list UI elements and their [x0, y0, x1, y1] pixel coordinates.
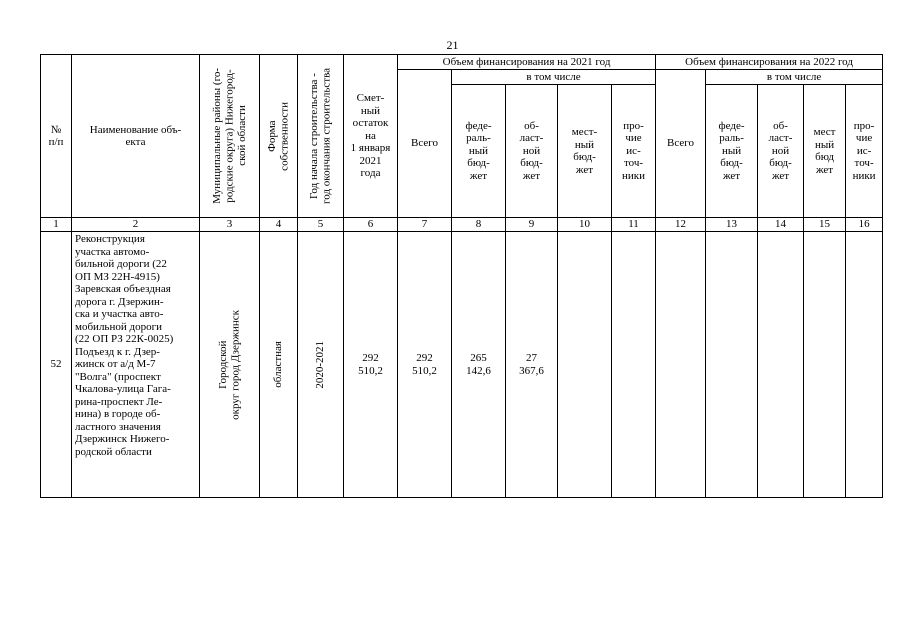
financing-table — [40, 54, 883, 498]
header-total-2021: Всего — [398, 70, 452, 218]
row-local-2021 — [558, 232, 612, 498]
col-number: 7 — [398, 218, 452, 232]
header-fin-2021: Объем финансирования на 2021 год — [398, 55, 656, 70]
row-number: 52 — [41, 232, 72, 498]
col-number: 13 — [706, 218, 758, 232]
col-number: 12 — [656, 218, 706, 232]
header-federal-2022: феде- раль- ный бюд- жет — [706, 85, 758, 218]
header-local-2022: мест ный бюд жет — [804, 85, 846, 218]
header-regional-2021: об- ласт- ной бюд- жет — [506, 85, 558, 218]
col-number: 16 — [846, 218, 883, 232]
row-local-2022 — [804, 232, 846, 498]
header-municipal — [200, 55, 260, 218]
header-incl-2022: в том числе — [706, 70, 883, 85]
row-federal-2021: 265 142,6 — [452, 232, 506, 498]
header-local-2021: мест- ный бюд- жет — [558, 85, 612, 218]
header-municipal-text: Муниципальные районы (го- родские округа) Нижегород- ской области — [210, 68, 248, 204]
header-ownership — [260, 55, 298, 218]
row-total-2022 — [656, 232, 706, 498]
col-number: 8 — [452, 218, 506, 232]
col-number: 1 — [41, 218, 72, 232]
page-number: 21 — [446, 38, 459, 52]
header-no: № п/п — [41, 55, 72, 218]
col-number: 4 — [260, 218, 298, 232]
col-number: 5 — [298, 218, 344, 232]
row-regional-2022 — [758, 232, 804, 498]
row-years — [298, 232, 344, 498]
col-number: 9 — [506, 218, 558, 232]
column-numbers-row — [41, 218, 883, 232]
header-other-2021: про- чие ис- точ- ники — [612, 85, 656, 218]
header-years-text: Год начала строительства - год окончания строительства — [308, 68, 333, 204]
header-name: Наименование объ- екта — [72, 55, 200, 218]
row-years-text: 2020-2021 — [314, 340, 327, 389]
row-municipal — [200, 232, 260, 498]
header-incl-2021: в том числе — [452, 70, 656, 85]
row-other-2021 — [612, 232, 656, 498]
col-number: 10 — [558, 218, 612, 232]
table-row — [41, 232, 883, 498]
row-total-2021: 292 510,2 — [398, 232, 452, 498]
row-ownership-text: областная — [272, 341, 285, 388]
row-regional-2021: 27 367,6 — [506, 232, 558, 498]
row-municipal-text: Городской округ город Дзержинск — [217, 309, 242, 420]
row-object-name: Реконструкция участка автомо- бильной дороги (22 ОП МЗ 22Н-4915) Заревская объездная дорога г. Дзержин- ска и участка авто- мобильной дороги (22 ОП РЗ 22К-0025) Подъезд к г. Дзер- жинск от а/д М-7 "Волга" (проспект Чкалова-улица Гага- рина-проспект Ле- нина) в городе об- ластного значения Дзержинск Нижего- родской области — [72, 232, 200, 498]
row-balance: 292 510,2 — [344, 232, 398, 498]
row-ownership — [260, 232, 298, 498]
header-balance: Смет- ный остаток на 1 января 2021 года — [344, 55, 398, 218]
header-years — [298, 55, 344, 218]
col-number: 6 — [344, 218, 398, 232]
header-fin-2022: Объем финансирования на 2022 год — [656, 55, 883, 70]
row-other-2022 — [846, 232, 883, 498]
header-ownership-text: Форма собственности — [266, 101, 291, 171]
col-number: 11 — [612, 218, 656, 232]
col-number: 2 — [72, 218, 200, 232]
col-number: 15 — [804, 218, 846, 232]
header-total-2022: Всего — [656, 70, 706, 218]
header-federal-2021: феде- раль- ный бюд- жет — [452, 85, 506, 218]
col-number: 3 — [200, 218, 260, 232]
row-federal-2022 — [706, 232, 758, 498]
header-regional-2022: об- ласт- ной бюд- жет — [758, 85, 804, 218]
col-number: 14 — [758, 218, 804, 232]
header-other-2022: про- чие ис- точ- ники — [846, 85, 883, 218]
